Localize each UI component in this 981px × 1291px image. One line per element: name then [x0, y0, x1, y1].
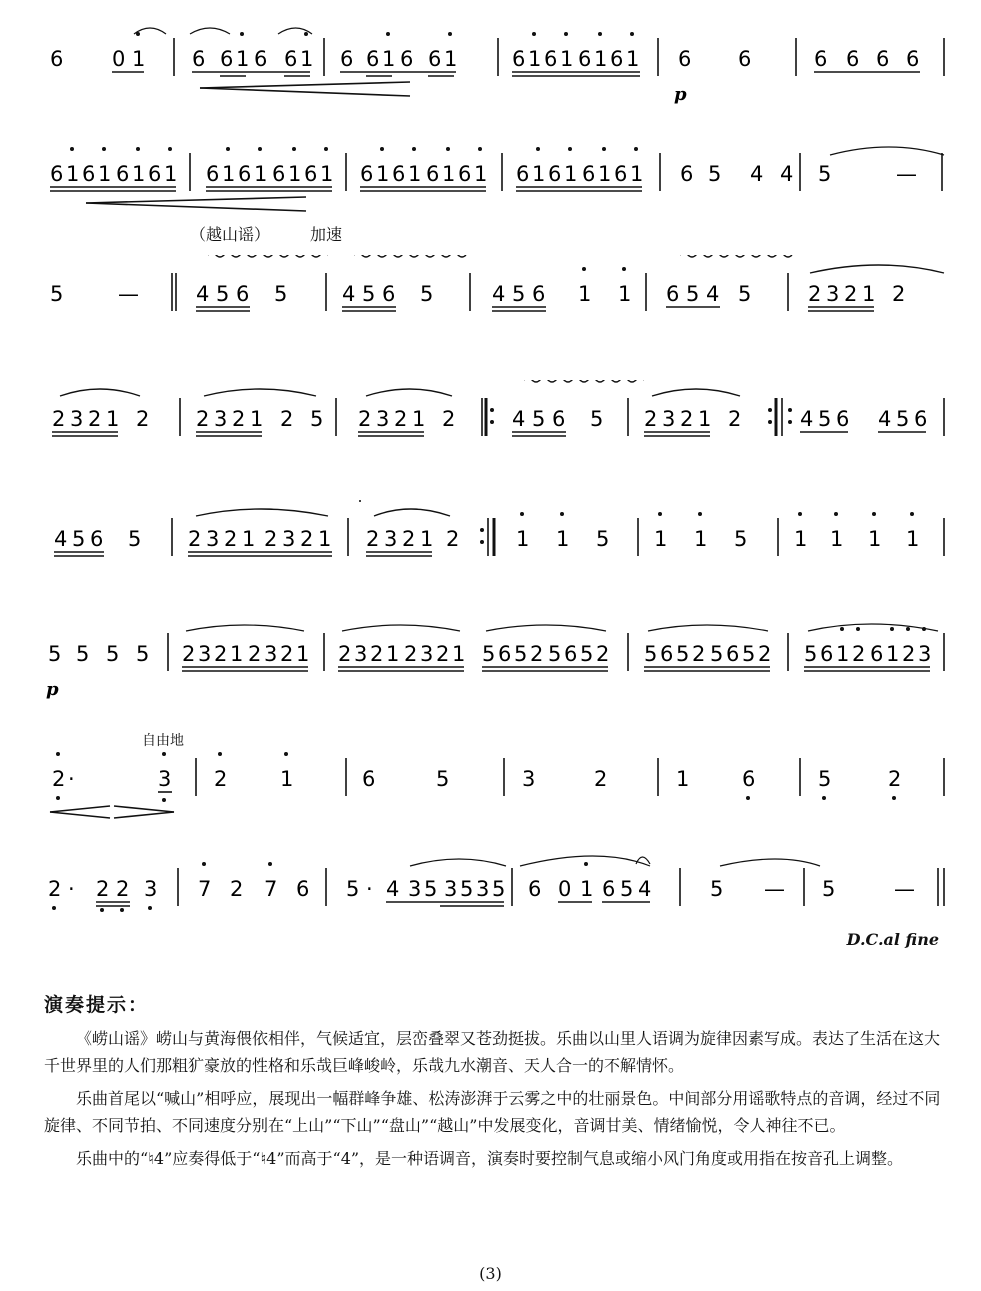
svg-text:2: 2 [594, 767, 608, 791]
svg-text:2: 2 [96, 877, 110, 901]
score-row-3 [40, 255, 950, 375]
svg-text:5: 5 [514, 642, 528, 666]
svg-text:6: 6 [366, 47, 380, 71]
svg-text:5: 5 [676, 642, 690, 666]
svg-text:1: 1 [528, 47, 542, 71]
svg-text:5: 5 [362, 282, 376, 306]
svg-text:6: 6 [660, 642, 674, 666]
svg-text:5: 5 [818, 767, 832, 791]
svg-text:6: 6 [148, 162, 162, 186]
svg-text:1: 1 [132, 47, 146, 71]
svg-text:3: 3 [826, 282, 840, 306]
svg-text:5: 5 [420, 282, 434, 306]
svg-text:3: 3 [444, 877, 458, 901]
svg-text:6: 6 [582, 162, 596, 186]
svg-text:6: 6 [610, 47, 624, 71]
svg-text:5: 5 [620, 877, 634, 901]
score-row-2 [40, 135, 950, 255]
svg-text:3: 3 [264, 642, 278, 666]
dynamic-p: p [674, 84, 687, 105]
svg-text:2: 2 [224, 527, 238, 551]
svg-text:2: 2 [136, 407, 150, 431]
svg-text:6: 6 [512, 47, 526, 71]
svg-text:5: 5 [76, 642, 90, 666]
svg-text:1: 1 [408, 162, 422, 186]
svg-text:5: 5 [644, 642, 658, 666]
svg-text:3: 3 [522, 767, 536, 791]
notes-paragraph-1: 《崂山谣》崂山与黄海偎依相伴，气候适宜，层峦叠翠又苍劲挺拔。乐曲以山里人语调为旋律因素写成。表达了生活在这大千世界里的人们那粗犷豪放的性格和乐哉巨峰峻岭，乐哉九水潮音、天人合一的不解情怀。 [44, 1029, 941, 1075]
svg-text:—: — [894, 877, 915, 901]
svg-text:6: 6 [548, 162, 562, 186]
svg-text:2: 2 [404, 642, 418, 666]
svg-text:6: 6 [428, 47, 442, 71]
svg-text:4: 4 [386, 877, 400, 901]
svg-text:6: 6 [906, 47, 920, 71]
score-row-7-staff [40, 740, 950, 860]
svg-text:2: 2 [530, 642, 544, 666]
svg-text:1: 1 [318, 527, 332, 551]
notes-heading: 演奏提示： [44, 994, 150, 1016]
svg-text:2: 2 [280, 407, 294, 431]
svg-text:4: 4 [638, 877, 652, 901]
svg-text:5: 5 [818, 162, 832, 186]
svg-text:5: 5 [580, 642, 594, 666]
svg-text:2: 2 [214, 767, 228, 791]
score-row-4-staff [40, 380, 950, 500]
svg-text:1: 1 [516, 527, 530, 551]
svg-text:6: 6 [426, 162, 440, 186]
svg-text:2: 2 [52, 767, 66, 791]
svg-text:5: 5 [512, 282, 526, 306]
svg-text:2: 2 [446, 527, 460, 551]
svg-text:6: 6 [836, 407, 850, 431]
notes-paragraph-2: 乐曲首尾以“喊山”相呼应，展现出一幅群峰争雄、松涛澎湃于云雾之中的壮丽景色。中间部分用谣歌特点的音调，经过不同旋律、不同节拍、不同速度分别在“上山”“下山”“盘山”“越山”中发展变化，音调甘美、情绪愉悦，令人神往不已。 [44, 1089, 941, 1135]
svg-text:6: 6 [614, 162, 628, 186]
svg-text:1: 1 [556, 527, 570, 551]
svg-text:6: 6 [360, 162, 374, 186]
score-row-6-staff [40, 615, 950, 735]
svg-text:1: 1 [382, 47, 396, 71]
svg-text:2: 2 [182, 642, 196, 666]
svg-text:6: 6 [392, 162, 406, 186]
svg-text:2: 2 [888, 767, 902, 791]
svg-text:3: 3 [282, 527, 296, 551]
svg-text:6: 6 [532, 282, 546, 306]
svg-text:5: 5 [734, 527, 748, 551]
svg-text:1: 1 [580, 877, 594, 901]
svg-text:2: 2 [230, 877, 244, 901]
svg-text:2: 2 [366, 527, 380, 551]
svg-text:—: — [118, 282, 139, 306]
svg-text:6: 6 [236, 282, 250, 306]
svg-text:1: 1 [794, 527, 808, 551]
svg-text:6: 6 [206, 162, 220, 186]
svg-text:6: 6 [876, 47, 890, 71]
svg-text:5: 5 [708, 162, 722, 186]
svg-text:3: 3 [206, 527, 220, 551]
svg-text:3: 3 [158, 767, 172, 791]
svg-text:6: 6 [544, 47, 558, 71]
svg-text:—: — [896, 162, 917, 186]
svg-text:3: 3 [144, 877, 158, 901]
svg-text:1: 1 [444, 47, 458, 71]
svg-text:6: 6 [666, 282, 680, 306]
svg-text:6: 6 [82, 162, 96, 186]
svg-text:2: 2 [394, 407, 408, 431]
section-title-yueshanyao: （越山谣） [190, 225, 271, 244]
svg-text:2: 2 [644, 407, 658, 431]
svg-text:6: 6 [90, 527, 104, 551]
svg-text:1: 1 [442, 162, 456, 186]
svg-text:3: 3 [662, 407, 676, 431]
svg-text:1: 1 [288, 162, 302, 186]
svg-text:2: 2 [808, 282, 822, 306]
svg-text:6: 6 [870, 642, 884, 666]
tempo-free: 自由地 [142, 733, 184, 749]
svg-text:5: 5 [818, 407, 832, 431]
svg-text:1: 1 [474, 162, 488, 186]
svg-text:1: 1 [242, 527, 256, 551]
svg-text:6: 6 [678, 47, 692, 71]
svg-text:6: 6 [116, 162, 130, 186]
svg-text:1: 1 [626, 47, 640, 71]
svg-text:1: 1 [412, 407, 426, 431]
score-row-1 [40, 20, 950, 140]
svg-text:4: 4 [706, 282, 720, 306]
svg-text:2: 2 [844, 282, 858, 306]
svg-text:1: 1 [676, 767, 690, 791]
svg-text:6: 6 [400, 47, 414, 71]
svg-text:5: 5 [310, 407, 324, 431]
svg-text:2: 2 [88, 407, 102, 431]
dc-al-fine: D.C.al fine [846, 930, 939, 949]
svg-text:6: 6 [254, 47, 268, 71]
svg-text:2: 2 [370, 642, 384, 666]
svg-text:7: 7 [264, 877, 278, 901]
svg-text:1: 1 [862, 282, 876, 306]
svg-text:1: 1 [630, 162, 644, 186]
svg-text:2: 2 [48, 877, 62, 901]
svg-text:2: 2 [728, 407, 742, 431]
svg-text:5: 5 [492, 877, 506, 901]
svg-text:4: 4 [878, 407, 892, 431]
svg-text:5: 5 [460, 877, 474, 901]
score-row-6 [40, 615, 950, 735]
svg-text:5: 5 [128, 527, 142, 551]
svg-text:4: 4 [196, 282, 210, 306]
svg-text:6: 6 [552, 407, 566, 431]
svg-text:3: 3 [198, 642, 212, 666]
svg-text:5: 5 [136, 642, 150, 666]
svg-text:5: 5 [822, 877, 836, 901]
svg-text:5: 5 [50, 282, 64, 306]
score-row-3-staff [40, 255, 950, 375]
svg-text:6: 6 [304, 162, 318, 186]
svg-text:7: 7 [198, 877, 212, 901]
svg-text:1: 1 [906, 527, 920, 551]
svg-text:2: 2 [196, 407, 210, 431]
svg-text:5: 5 [742, 642, 756, 666]
svg-text:6: 6 [238, 162, 252, 186]
svg-text:1: 1 [320, 162, 334, 186]
score-row-1-staff [40, 20, 950, 140]
svg-text:4: 4 [750, 162, 764, 186]
tempo-accel: 加速 [310, 225, 343, 244]
svg-text:·: · [68, 877, 75, 901]
svg-text:3: 3 [476, 877, 490, 901]
dynamic-p-2: p [46, 679, 59, 700]
svg-text:0: 0 [112, 47, 126, 71]
svg-text:5: 5 [346, 877, 360, 901]
svg-text:1: 1 [532, 162, 546, 186]
svg-text:·: · [366, 877, 373, 901]
svg-text:1: 1 [386, 642, 400, 666]
svg-text:4: 4 [492, 282, 506, 306]
svg-text:2: 2 [852, 642, 866, 666]
svg-text:·: · [68, 767, 75, 791]
svg-text:5: 5 [106, 642, 120, 666]
svg-text:1: 1 [296, 642, 310, 666]
svg-text:5: 5 [482, 642, 496, 666]
svg-text:1: 1 [836, 642, 850, 666]
svg-text:0: 0 [558, 877, 572, 901]
svg-text:6: 6 [578, 47, 592, 71]
svg-text:3: 3 [214, 407, 228, 431]
svg-text:4: 4 [800, 407, 814, 431]
svg-text:5: 5 [48, 642, 62, 666]
score-row-4 [40, 380, 950, 500]
svg-text:5: 5 [710, 877, 724, 901]
svg-text:1: 1 [830, 527, 844, 551]
svg-text:5: 5 [532, 407, 546, 431]
svg-text:2: 2 [892, 282, 906, 306]
svg-text:1: 1 [132, 162, 146, 186]
svg-text:6: 6 [50, 47, 64, 71]
svg-text:2: 2 [280, 642, 294, 666]
svg-text:4: 4 [512, 407, 526, 431]
score-row-8 [40, 850, 950, 970]
svg-text:1: 1 [222, 162, 236, 186]
svg-text:5: 5 [896, 407, 910, 431]
notes-paragraph-3: 乐曲中的“♮4”应奏得低于“♮4”而高于“4”，是一种语调音，演奏时要控制气息或缩小风门角度或用指在按音孔上调整。 [76, 1149, 904, 1168]
svg-text:1: 1 [280, 767, 294, 791]
svg-text:3: 3 [384, 527, 398, 551]
svg-text:6: 6 [726, 642, 740, 666]
svg-text:6: 6 [516, 162, 530, 186]
svg-text:1: 1 [66, 162, 80, 186]
svg-text:2: 2 [300, 527, 314, 551]
svg-text:2: 2 [436, 642, 450, 666]
svg-text:6: 6 [362, 767, 376, 791]
svg-text:2: 2 [692, 642, 706, 666]
svg-text:4: 4 [780, 162, 794, 186]
svg-text:4: 4 [54, 527, 68, 551]
svg-text:6: 6 [498, 642, 512, 666]
svg-text:6: 6 [820, 642, 834, 666]
svg-text:2: 2 [188, 527, 202, 551]
svg-text:2: 2 [264, 527, 278, 551]
svg-text:5: 5 [804, 642, 818, 666]
svg-text:1: 1 [236, 47, 250, 71]
svg-text:1: 1 [106, 407, 120, 431]
svg-text:6: 6 [382, 282, 396, 306]
svg-text:5: 5 [216, 282, 230, 306]
svg-text:6: 6 [192, 47, 206, 71]
svg-text:6: 6 [602, 877, 616, 901]
svg-text:5: 5 [590, 407, 604, 431]
svg-text:2: 2 [402, 527, 416, 551]
svg-text:1: 1 [420, 527, 434, 551]
svg-text:3: 3 [376, 407, 390, 431]
svg-text:6: 6 [914, 407, 928, 431]
svg-text:6: 6 [220, 47, 234, 71]
svg-text:6: 6 [272, 162, 286, 186]
svg-text:5: 5 [436, 767, 450, 791]
svg-text:1: 1 [654, 527, 668, 551]
svg-text:1: 1 [250, 407, 264, 431]
svg-text:2: 2 [358, 407, 372, 431]
svg-text:6: 6 [284, 47, 298, 71]
svg-text:1: 1 [598, 162, 612, 186]
svg-text:5: 5 [72, 527, 86, 551]
svg-text:1: 1 [886, 642, 900, 666]
svg-text:5: 5 [548, 642, 562, 666]
score-row-5 [40, 500, 950, 620]
svg-text:5: 5 [596, 527, 610, 551]
svg-text:3: 3 [70, 407, 84, 431]
svg-text:1: 1 [578, 282, 592, 306]
svg-text:5: 5 [686, 282, 700, 306]
svg-text:6: 6 [738, 47, 752, 71]
svg-text:5: 5 [274, 282, 288, 306]
svg-text:2: 2 [52, 407, 66, 431]
svg-text:1: 1 [300, 47, 314, 71]
svg-text:2: 2 [214, 642, 228, 666]
svg-text:—: — [764, 877, 785, 901]
svg-text:6: 6 [846, 47, 860, 71]
svg-text:1: 1 [376, 162, 390, 186]
svg-text:2: 2 [338, 642, 352, 666]
svg-text:1: 1 [230, 642, 244, 666]
svg-text:6: 6 [528, 877, 542, 901]
svg-text:3: 3 [408, 877, 422, 901]
svg-text:6: 6 [742, 767, 756, 791]
svg-text:3: 3 [354, 642, 368, 666]
svg-text:1: 1 [594, 47, 608, 71]
svg-text:1: 1 [694, 527, 708, 551]
score-row-5-staff [40, 500, 950, 620]
svg-text:1: 1 [868, 527, 882, 551]
page-number: (3) [479, 1264, 502, 1283]
svg-text:1: 1 [254, 162, 268, 186]
svg-text:2: 2 [680, 407, 694, 431]
score-row-2-staff [40, 135, 950, 255]
svg-text:6: 6 [680, 162, 694, 186]
svg-text:6: 6 [340, 47, 354, 71]
svg-text:6: 6 [458, 162, 472, 186]
svg-text:6: 6 [296, 877, 310, 901]
svg-text:1: 1 [698, 407, 712, 431]
svg-text:6: 6 [50, 162, 64, 186]
svg-text:2: 2 [902, 642, 916, 666]
svg-text:5: 5 [424, 877, 438, 901]
svg-text:6: 6 [564, 642, 578, 666]
svg-text:1: 1 [618, 282, 632, 306]
performance-notes [44, 990, 944, 1178]
svg-text:1: 1 [452, 642, 466, 666]
svg-text:3: 3 [420, 642, 434, 666]
score-row-7 [40, 740, 950, 860]
svg-text:1: 1 [560, 47, 574, 71]
svg-text:2: 2 [596, 642, 610, 666]
svg-text:2: 2 [116, 877, 130, 901]
score-row-8-staff [40, 850, 950, 970]
svg-text:3: 3 [918, 642, 932, 666]
svg-text:2: 2 [232, 407, 246, 431]
svg-text:2: 2 [758, 642, 772, 666]
svg-text:1: 1 [98, 162, 112, 186]
svg-text:5: 5 [738, 282, 752, 306]
svg-text:2: 2 [248, 642, 262, 666]
svg-text:1: 1 [164, 162, 178, 186]
svg-text:4: 4 [342, 282, 356, 306]
svg-text:2: 2 [442, 407, 456, 431]
svg-text:6: 6 [814, 47, 828, 71]
svg-text:5: 5 [710, 642, 724, 666]
svg-text:1: 1 [564, 162, 578, 186]
